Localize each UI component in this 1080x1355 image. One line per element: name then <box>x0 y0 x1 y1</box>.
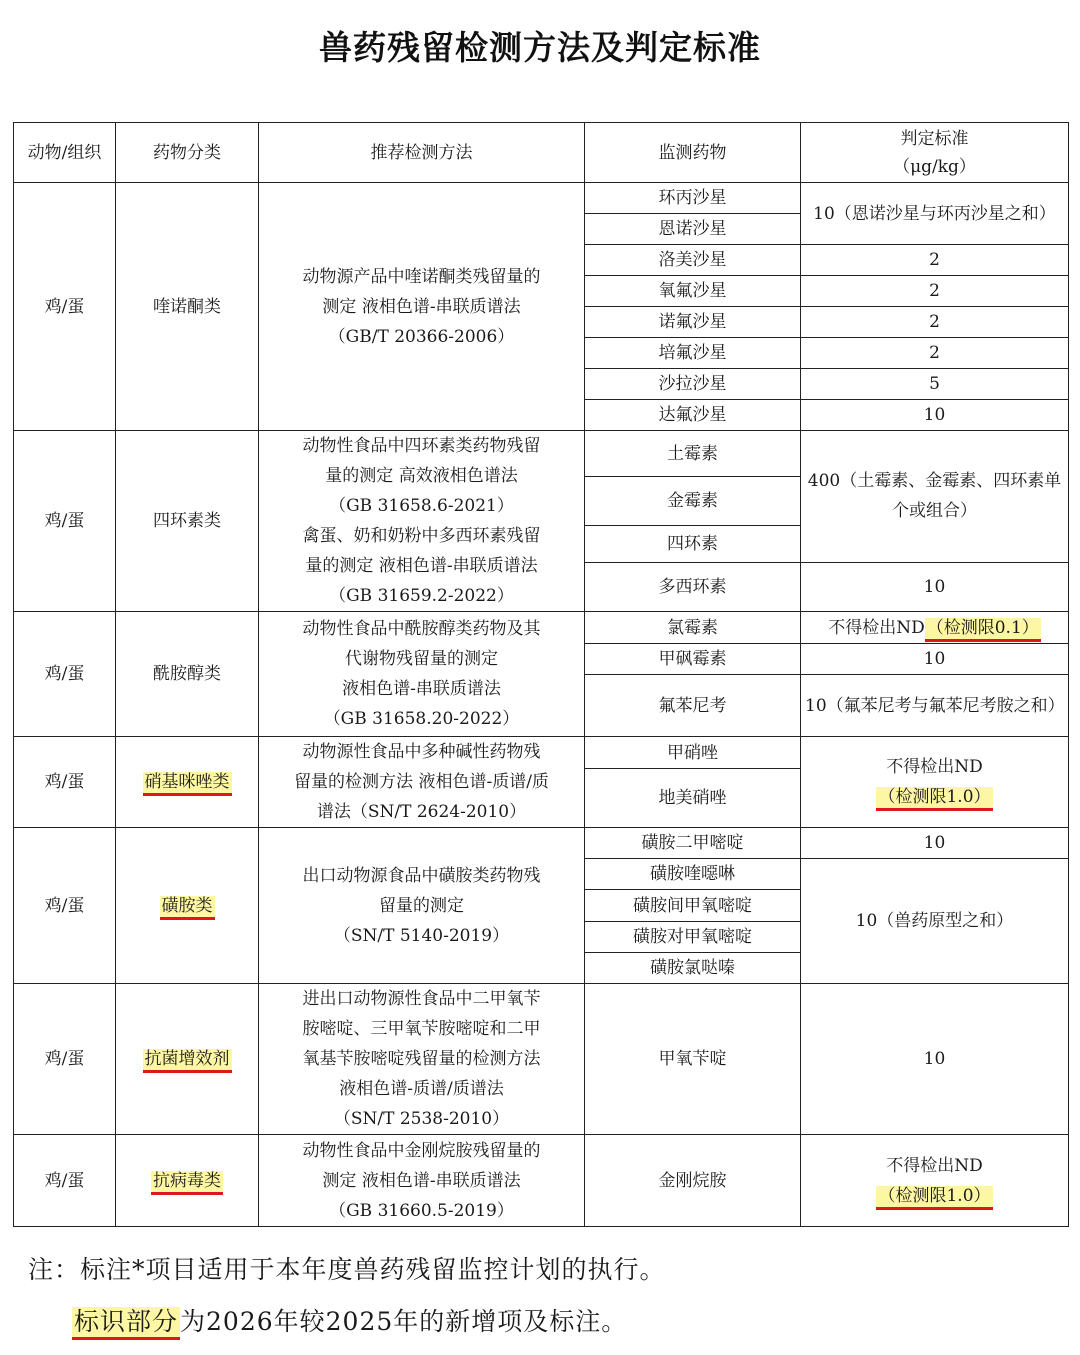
method-line: 动物源产品中喹诺酮类残留量的 <box>302 266 541 287</box>
drug-cell: 达氟沙星 <box>585 400 801 431</box>
drug-cell: 土霉素 <box>585 431 801 477</box>
header-method: 推荐检测方法 <box>259 123 585 183</box>
drug-cell: 磺胺对甲氧嘧啶 <box>585 922 801 953</box>
table-row <box>14 828 1069 859</box>
category-cell: 酰胺醇类 <box>116 612 259 737</box>
header-tissue: 动物/组织 <box>14 123 116 183</box>
detection-limit-mark: （检测限0.1） <box>925 618 1041 642</box>
drug-cell: 氟苯尼考 <box>585 675 801 737</box>
note-line-2 <box>72 1302 627 1338</box>
method-cell <box>259 1135 585 1227</box>
method-cell <box>259 431 585 612</box>
table-row <box>14 612 1069 644</box>
drug-cell: 四环素 <box>585 525 801 562</box>
method-cell <box>259 612 585 737</box>
drug-cell: 环丙沙星 <box>585 183 801 214</box>
table-row <box>14 984 1069 1135</box>
table-row <box>14 1135 1069 1227</box>
detection-limit-mark: （检测限1.0） <box>876 787 992 811</box>
drug-cell: 金霉素 <box>585 477 801 525</box>
method-line: 谱法（SN/T 2624-2010） <box>316 802 527 822</box>
method-cell <box>259 984 585 1135</box>
method-line: （GB 31659.2-2022） <box>329 586 514 606</box>
method-line: 动物性食品中酰胺醇类药物及其 <box>302 619 541 639</box>
category-cell: 四环素类 <box>116 431 259 612</box>
new-item-mark: 抗病毒类 <box>151 1171 223 1195</box>
new-item-mark: 抗菌增效剂 <box>143 1049 232 1073</box>
method-line: 氧基苄胺嘧啶残留量的检测方法 <box>302 1049 541 1069</box>
method-line: （SN/T 2538-2010） <box>333 1109 510 1129</box>
method-line: 禽蛋、奶和奶粉中多西环素残留 <box>302 526 541 546</box>
standard-text: 不得检出ND <box>886 757 983 777</box>
standard-cell: 10 <box>801 562 1069 611</box>
drug-cell: 培氟沙星 <box>585 338 801 369</box>
drug-cell: 磺胺氯哒嗪 <box>585 953 801 984</box>
tissue-cell: 鸡/蛋 <box>14 737 116 828</box>
drug-cell: 磺胺二甲嘧啶 <box>585 828 801 859</box>
drug-cell: 地美硝唑 <box>585 769 801 828</box>
header-standard-unit: （μg/kg） <box>893 156 976 177</box>
standard-cell: 2 <box>801 245 1069 276</box>
method-line: （SN/T 5140-2019） <box>333 925 510 946</box>
standard-cell <box>801 737 1069 828</box>
method-line: （GB 31658.20-2022） <box>323 709 520 729</box>
drug-cell: 多西环素 <box>585 562 801 611</box>
tissue-cell: 鸡/蛋 <box>14 984 116 1135</box>
method-line: 动物源性食品中多种碱性药物残 <box>302 742 541 762</box>
method-line: （GB/T 20366-2006） <box>328 326 515 347</box>
header-row <box>14 123 1069 183</box>
method-line: 量的测定 液相色谱-串联质谱法 <box>305 556 538 576</box>
standard-cell: 400（土霉素、金霉素、四环素单个或组合） <box>801 431 1069 563</box>
drug-cell: 甲氧苄啶 <box>585 984 801 1135</box>
note-line-1: 注：标注*项目适用于本年度兽药残留监控计划的执行。 <box>28 1255 666 1284</box>
standard-cell: 10（恩诺沙星与环丙沙星之和） <box>801 183 1069 245</box>
header-standard <box>801 123 1069 183</box>
standard-cell: 10 <box>801 644 1069 675</box>
standard-cell: 2 <box>801 307 1069 338</box>
method-line: 进出口动物源性食品中二甲氧苄 <box>302 989 541 1009</box>
category-cell <box>116 737 259 828</box>
method-line: （GB 31660.5-2019） <box>329 1200 514 1221</box>
standard-cell <box>801 1135 1069 1227</box>
method-line: 留量的检测方法 液相色谱-质谱/质 <box>294 772 549 792</box>
table-row <box>14 183 1069 214</box>
method-line: 代谢物残留量的测定 <box>345 649 498 669</box>
page-title: 兽药残留检测方法及判定标准 <box>319 28 761 67</box>
method-line: 动物性食品中金刚烷胺残留量的 <box>302 1140 541 1161</box>
standard-cell: 2 <box>801 338 1069 369</box>
drug-cell: 恩诺沙星 <box>585 214 801 245</box>
tissue-cell: 鸡/蛋 <box>14 431 116 612</box>
method-line: 液相色谱-串联质谱法 <box>342 679 501 699</box>
header-category: 药物分类 <box>116 123 259 183</box>
tissue-cell: 鸡/蛋 <box>14 1135 116 1227</box>
drug-cell: 磺胺间甲氧嘧啶 <box>585 890 801 922</box>
standard-cell: 2 <box>801 276 1069 307</box>
drug-cell: 甲硝唑 <box>585 737 801 769</box>
drug-cell: 甲砜霉素 <box>585 644 801 675</box>
header-standard-label: 判定标准 <box>900 128 969 149</box>
method-line: 液相色谱-质谱/质谱法 <box>339 1079 504 1099</box>
category-cell <box>116 828 259 984</box>
standard-cell: 5 <box>801 369 1069 400</box>
tissue-cell: 鸡/蛋 <box>14 612 116 737</box>
new-item-mark: 硝基咪唑类 <box>143 772 232 796</box>
category-cell <box>116 1135 259 1227</box>
method-cell <box>259 183 585 431</box>
drug-cell: 诺氟沙星 <box>585 307 801 338</box>
standard-cell: 10（氟苯尼考与氟苯尼考胺之和） <box>801 675 1069 737</box>
drug-cell: 沙拉沙星 <box>585 369 801 400</box>
drug-cell: 洛美沙星 <box>585 245 801 276</box>
method-line: 测定 液相色谱-串联质谱法 <box>322 296 521 317</box>
tissue-cell: 鸡/蛋 <box>14 183 116 431</box>
standard-cell: 10 <box>801 828 1069 859</box>
category-cell: 喹诺酮类 <box>116 183 259 431</box>
method-cell <box>259 737 585 828</box>
standard-cell: 10（兽药原型之和） <box>801 859 1069 984</box>
table-row <box>14 737 1069 769</box>
method-line: 胺嘧啶、三甲氧苄胺嘧啶和二甲 <box>302 1019 541 1039</box>
method-line: 出口动物源食品中磺胺类药物残 <box>302 865 541 886</box>
header-drug: 监测药物 <box>585 123 801 183</box>
method-line: 量的测定 高效液相色谱法 <box>325 466 518 486</box>
marked-legend: 标识部分 <box>72 1307 180 1340</box>
new-item-mark: 磺胺类 <box>160 896 215 920</box>
method-line: 动物性食品中四环素类药物残留 <box>302 436 541 456</box>
drug-cell: 磺胺喹噁啉 <box>585 859 801 890</box>
method-cell <box>259 828 585 984</box>
category-cell <box>116 984 259 1135</box>
standard-text: 不得检出ND <box>886 1155 983 1176</box>
drug-cell: 金刚烷胺 <box>585 1135 801 1227</box>
method-line: 测定 液相色谱-串联质谱法 <box>322 1170 521 1191</box>
tissue-cell: 鸡/蛋 <box>14 828 116 984</box>
detection-limit-mark: （检测限1.0） <box>876 1186 992 1210</box>
method-line: （GB 31658.6-2021） <box>329 496 514 516</box>
standard-text: 不得检出ND <box>828 617 925 638</box>
table-row <box>14 431 1069 477</box>
standards-table <box>13 122 1069 1227</box>
standard-cell: 10 <box>801 984 1069 1135</box>
note-line-2-text: 为2026年较2025年的新增项及标注。 <box>180 1307 628 1336</box>
drug-cell: 氯霉素 <box>585 612 801 644</box>
drug-cell: 氧氟沙星 <box>585 276 801 307</box>
method-line: 留量的测定 <box>379 895 464 916</box>
standard-cell: 10 <box>801 400 1069 431</box>
standard-cell <box>801 612 1069 644</box>
